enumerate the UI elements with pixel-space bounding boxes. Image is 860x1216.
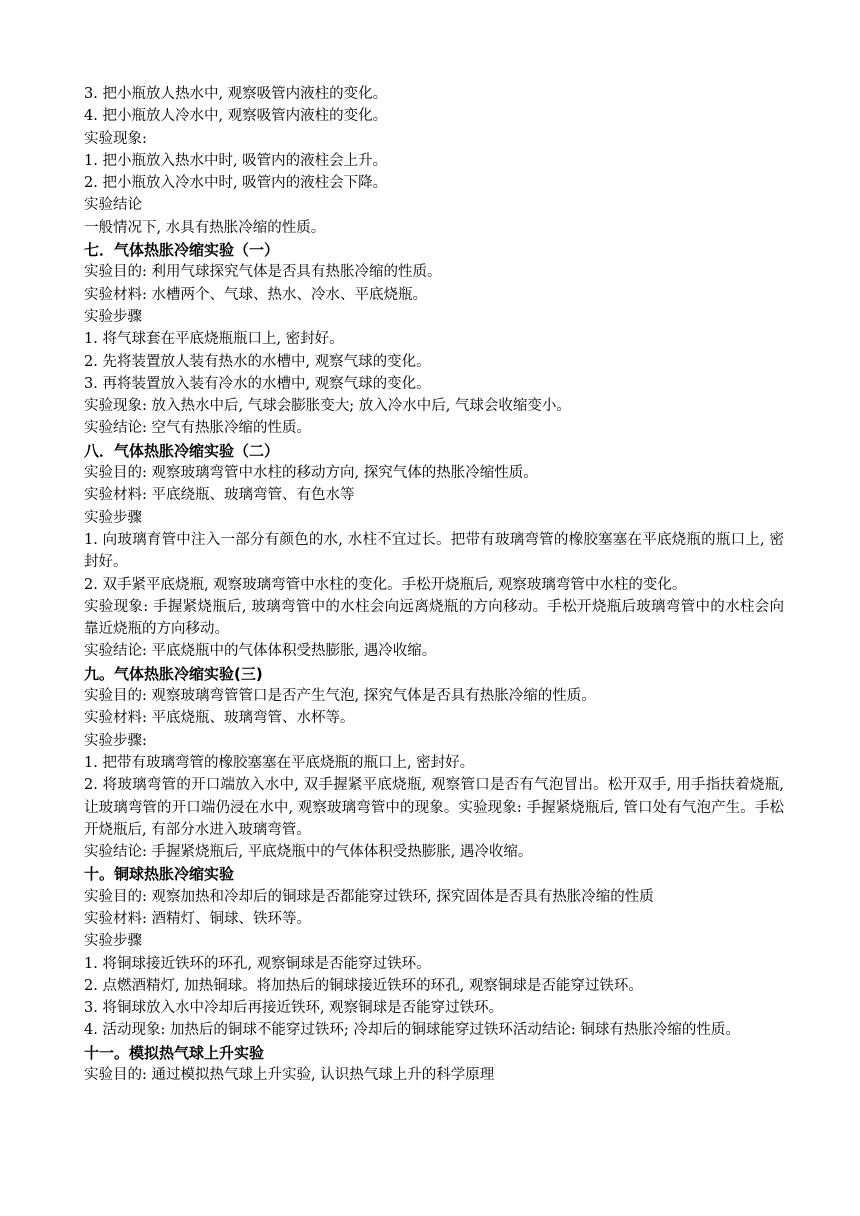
- text-line: 实验步骤: [84, 509, 142, 526]
- text-line: 实验步骤:: [84, 732, 147, 749]
- text-line: 实验材料: 平底烧瓶、玻璃弯管、水杯等。: [84, 710, 355, 727]
- text-line: 实验目的: 观察加热和冷却后的铜球是否都能穿过铁环, 探究固体是否具有热胀冷缩的性质: [84, 888, 654, 905]
- text-line: 实验目的: 观察玻璃弯管管口是否产生气泡, 探究气体是否具有热胀冷缩的性质。: [84, 688, 596, 705]
- text-line: 2. 点燃酒精灯, 加热铜球。将加热后的铜球接近铁环的环孔, 观察铜球是否能穿过铁环。: [84, 977, 643, 994]
- text-line: 实验目的: 通过模拟热气球上升实验, 认识热气球上升的科学原理: [84, 1067, 495, 1084]
- section-heading: 八．气体热胀冷缩实验（二）: [84, 441, 280, 460]
- text-line: 实验步骤: [84, 933, 142, 950]
- text-line: 3. 再将装置放入装有冷水的水槽中, 观察气球的变化。: [84, 375, 431, 392]
- text-line: 3. 把小瓶放人热水中, 观察吸管内液柱的变化。: [84, 86, 388, 102]
- section-heading: 九。气体热胀冷缩实验(三): [84, 664, 263, 683]
- text-line: 实验目的: 观察玻璃弯管中水柱的移动方向, 探究气体的热胀冷缩性质。: [84, 465, 538, 482]
- text-line: 1. 把小瓶放入热水中时, 吸管内的液柱会上升。: [84, 152, 388, 169]
- text-line: 2. 将玻璃弯管的开口端放入水中, 双手握紧平底烧瓶, 观察管口是否有气泡冒出。松开双手, 用手指扶着烧瓶, 让玻璃弯管的开口端仍浸在水中, 观察玻璃弯管中的现象。实验现象: 手握紧烧瓶后, 管口处有气泡产生。手松开烧瓶后, 有部分水进入玻璃弯管。: [84, 777, 784, 838]
- text-line: 1. 将铜球接近铁环的环孔, 观察铜球是否能穿过铁环。: [84, 955, 431, 972]
- text-line: 实验材料: 酒精灯、铜球、铁环等。: [84, 910, 311, 927]
- text-line: 2. 双手紧平底烧瓶, 观察玻璃弯管中水柱的变化。手松开烧瓶后, 观察玻璃弯管中水柱的变化。: [84, 576, 687, 593]
- text-line: 4. 活动现象: 加热后的铜球不能穿过铁环; 冷却后的铜球能穿过铁环活动结论: 铜球有热胀冷缩的性质。: [84, 1022, 740, 1039]
- text-line: 一般情况下, 水具有热胀冷缩的性质。: [84, 219, 326, 236]
- text-line: 实验结论: 平底烧瓶中的气体体积受热膨胀, 遇冷收缩。: [84, 643, 437, 660]
- text-line: 实验结论: 手握紧烧瓶后, 平底烧瓶中的气体体积受热膨胀, 遇冷收缩。: [84, 844, 533, 861]
- text-line: 1. 向玻璃育管中注入一部分有颜色的水, 水柱不宜过长。把带有玻璃弯管的橡胶塞塞在平底烧瓶的瓶口上, 密封好。: [84, 531, 784, 571]
- text-line: 实验步骤: [84, 308, 142, 325]
- text-line: 实验结论: 空气有热胀冷缩的性质。: [84, 420, 311, 437]
- text-line: 2. 把小瓶放入冷水中时, 吸管内的液柱会下降。: [84, 175, 388, 192]
- text-line: 2. 先将装置放人装有热水的水槽中, 观察气球的变化。: [84, 353, 431, 370]
- text-line: 实验材料: 水槽两个、气球、热水、冷水、平底烧瓶。: [84, 286, 427, 303]
- text-line: 实验现象: 放入热水中后, 气球会膨胀变大; 放入冷水中后, 气球会收缩变小。: [84, 398, 571, 415]
- text-line: 实验目的: 利用气球探究气体是否具有热胀冷缩的性质。: [84, 264, 442, 281]
- text-line: 实验材料: 平底绕瓶、玻璃弯管、有色水等: [84, 487, 355, 504]
- text-line: 实验现象:: [84, 130, 147, 147]
- text-line: 4. 把小瓶放人冷水中, 观察吸管内液柱的变化。: [84, 108, 388, 125]
- document-body: [84, 83, 784, 1086]
- text-line: 1. 将气球套在平底烧瓶瓶口上, 密封好。: [84, 331, 344, 348]
- text-line: 3. 将铜球放入水中冷却后再接近铁环, 观察铜球是否能穿过铁环。: [84, 1000, 504, 1017]
- text-line: 1. 把带有玻璃弯管的橡胶塞塞在平底烧瓶的瓶口上, 密封好。: [84, 754, 475, 771]
- section-heading: 十。铜球热胀冷缩实验: [84, 865, 235, 884]
- section-heading: 七．气体热胀冷缩实验（一）: [84, 241, 280, 260]
- section-heading: 十一。模拟热气球上升实验: [84, 1043, 265, 1062]
- text-line: 实验现象: 手握紧烧瓶后, 玻璃弯管中的水柱会向远离烧瓶的方向移动。手松开烧瓶后玻璃弯管中的水柱会向靠近烧瓶的方向移动。: [84, 598, 784, 638]
- text-line: 实验结论: [84, 197, 142, 214]
